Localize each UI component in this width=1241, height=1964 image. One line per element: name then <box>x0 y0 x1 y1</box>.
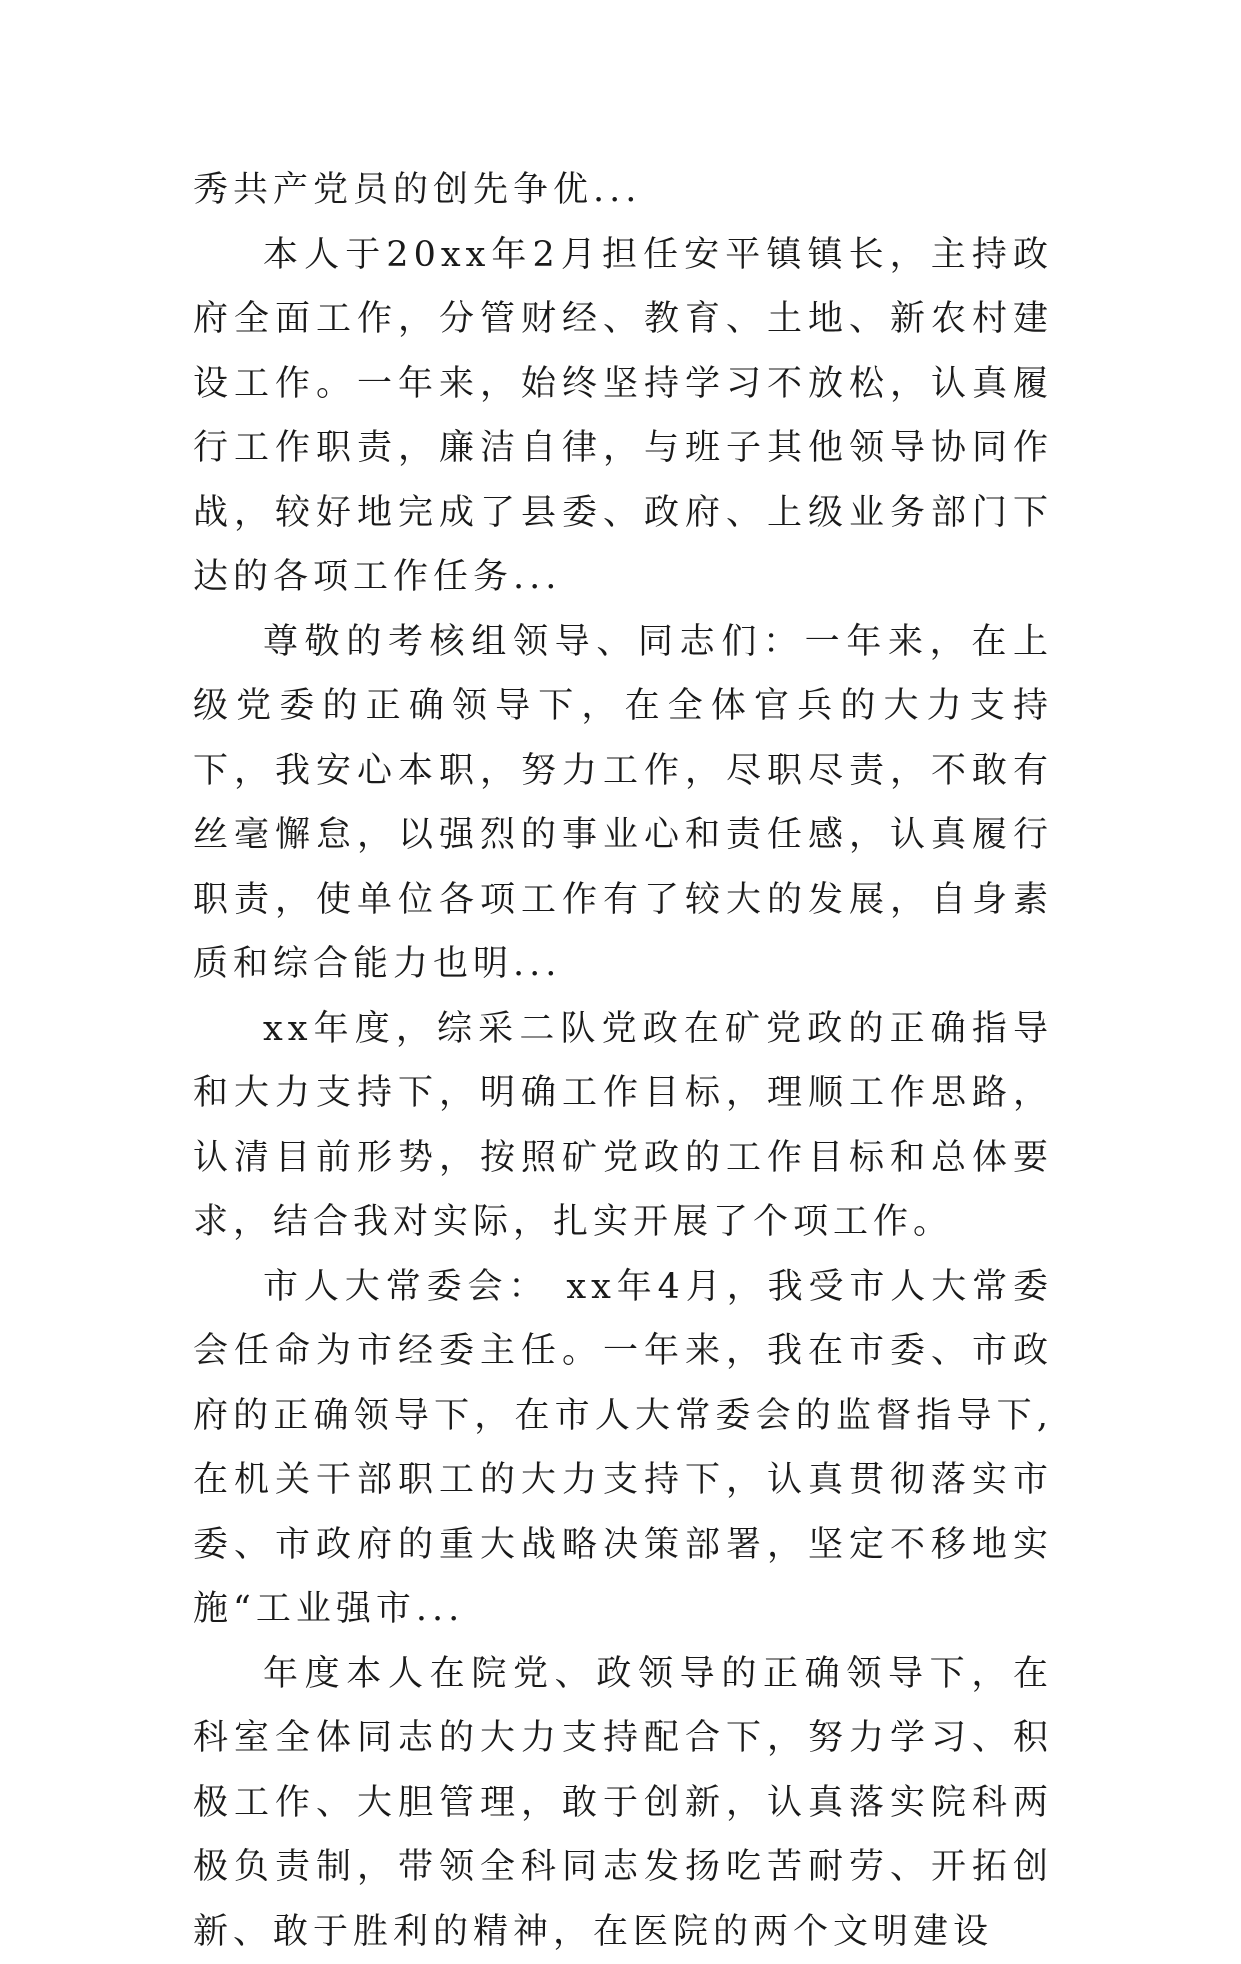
paragraph-economic-commission-report: 市人大常委会： xx年4月，我受市人大常委会任命为市经委主任。一年来，我在市委、市政府的正确领导下，在市人大常委会的监督指导下,在机关干部职工的大力支持下，认真贯彻落实市委、市政府的重大战略决策部署，坚定不移地实施“工业强市... <box>193 1255 1053 1642</box>
paragraph-mining-team-report: xx年度，综采二队党政在矿党政的正确指导和大力支持下，明确工作目标，理顺工作思路，认清目前形势，按照矿党政的工作目标和总体要求，结合我对实际，扎实开展了个项工作。 <box>193 997 1053 1255</box>
paragraph-hospital-department-report: 年度本人在院党、政领导的正确领导下，在科室全体同志的大力支持配合下，努力学习、积极工作、大胆管理，敢于创新，认真落实院科两极负责制，带领全科同志发扬吃苦耐劳、开拓创新、敢于胜利的精神，在医院的两个文明建设 <box>193 1642 1053 1964</box>
paragraph-assessment-group-report: 尊敬的考核组领导、同志们：一年来，在上级党委的正确领导下，在全体官兵的大力支持下，我安心本职，努力工作，尽职尽责，不敢有丝毫懈怠，以强烈的事业心和责任感，认真履行职责，使单位各项工作有了较大的发展，自身素质和综合能力也明... <box>193 610 1053 997</box>
paragraph-continuation: 秀共产党员的创先争优... <box>193 158 1053 223</box>
paragraph-town-mayor-report: 本人于20xx年2月担任安平镇镇长，主持政府全面工作，分管财经、教育、土地、新农村建设工作。一年来，始终坚持学习不放松，认真履行工作职责，廉洁自律，与班子其他领导协同作战，较好地完成了县委、政府、上级业务部门下达的各项工作任务... <box>193 223 1053 610</box>
document-body <box>193 158 1053 1964</box>
